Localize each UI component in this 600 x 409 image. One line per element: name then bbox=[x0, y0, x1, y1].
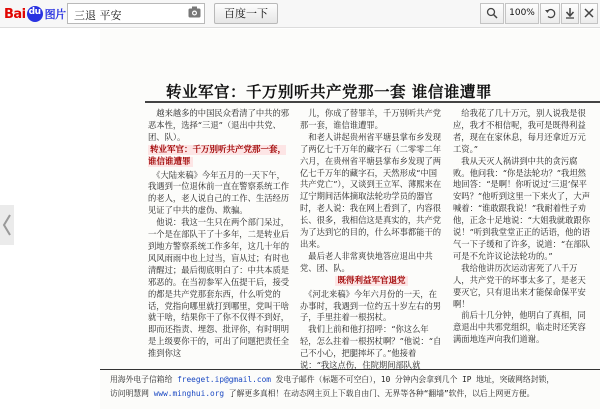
zoom-out-button[interactable] bbox=[480, 3, 504, 24]
footer-url: www.minghui.org bbox=[153, 389, 225, 398]
viewer-toolbar bbox=[0, 0, 600, 28]
article-paragraph: 前后十几分钟，他明白了真相，同意退出中共邪党组织，临走时还笑容满面地连声向我们道谢。 bbox=[453, 310, 586, 345]
search-input[interactable]: 三退 平安 bbox=[67, 3, 205, 24]
chevron-left-icon bbox=[2, 214, 12, 236]
article-paragraph: 最后老人非常爽快地答应退出中共党、团、队。 bbox=[300, 250, 433, 273]
close-button[interactable] bbox=[580, 3, 598, 24]
previous-image-arrow[interactable] bbox=[0, 205, 14, 245]
footer-line-2: 访问明慧网 www.minghui.org 了解更多真相！在动态网主页上下载自由门、无界等各种“翻墙”软件，以后上网更方便。 bbox=[110, 389, 535, 398]
subheading-text: 转业军官：千万别听共产党那一套，谁信谁遭罪 bbox=[148, 144, 287, 167]
download-icon bbox=[565, 7, 575, 19]
rotate-left-icon bbox=[544, 7, 556, 19]
baidu-image-logo[interactable]: Bai du 图片 bbox=[4, 4, 66, 24]
zoom-level[interactable]: 100% bbox=[505, 3, 539, 24]
camera-icon[interactable] bbox=[188, 6, 201, 18]
magnifier-icon bbox=[486, 7, 498, 19]
article-paragraph: 和老人讲起贵州省平塘县掌布乡发现了两亿七千万年的藏字石（二零零二年六月，在贵州省平塘县掌布乡发现了两亿七千万年的藏字石，天然形成“中国共产党亡”），又谈到王立军、薄熙来在辽宁期间活体摘取法轮功学员的器官时，老人说：我在网上看到了，内容很长、很多，我相信这是真实的，共产党为了达到它的目的，什么坏事都能干的出来。 bbox=[300, 131, 442, 249]
headline-divider bbox=[145, 101, 600, 103]
document-footer bbox=[100, 369, 600, 409]
article-column-1 bbox=[148, 108, 290, 360]
search-button[interactable]: 百度一下 bbox=[214, 3, 278, 24]
article-paragraph: 给我花了几十万元，别人说我是很应，我才不相信呢，我可是既得利益者，现在在家休息，每月还拿近万元工资。” bbox=[453, 108, 586, 154]
article-column-3 bbox=[453, 108, 593, 346]
article-subheading bbox=[300, 276, 443, 288]
footer-line-1: 用海外电子信箱给 freeget.ip@gmail.com 发电子邮件（标题不可空白），10 分钟内会拿到几个 IP 地址，突破网络封锁， bbox=[110, 375, 555, 384]
article-subheading bbox=[148, 145, 290, 169]
article-paragraph: 我们上前和他打招呼：“你这么年轻，怎么拄着一根拐杖啊？”他说：“自己不小心，把腿摔坏了。”他接着说：“我这点伤，住院期间部队就 bbox=[300, 324, 442, 371]
article-paragraph: 《大陆来稿》今年五月的一天下午，我遇到一位退休前一直在警察系统工作的老人，老人说自己的工作、生活经历见证了中共的虚伪、欺骗。 bbox=[148, 169, 290, 216]
article-paragraph: 我给他讲历次运动害死了八千万人，共产党干的坏事太多了，是老天要灭它，只有退出来才能保命保平安啊！ bbox=[453, 262, 586, 309]
article-headline: 转业军官：千万别听共产党那一套 谁信谁遭罪 bbox=[166, 83, 492, 101]
download-button[interactable] bbox=[561, 3, 579, 24]
article-column-2 bbox=[300, 108, 443, 372]
article-paragraph: 我从天灭人祸讲到中共的贪污腐败。他问我：“你是法轮功？”我坦然地回答：“是啊！你听说过‘三退’保平安吗？”他听到这里一下来火了，大声喊着：“谁敢跟我说！”我耐着性子劝他，正念十足地说：“大姐我就敢跟你说！”听到我堂堂正正的话语，他的语气一下子缓和了许多，说道：“在部队可是不允许议论法轮功的。” bbox=[453, 155, 590, 261]
footer-email: freeget.ip@gmail.com bbox=[177, 375, 271, 384]
close-icon bbox=[584, 8, 594, 18]
subheading-text: 既得利益军官退党 bbox=[337, 275, 406, 286]
article-paragraph: 《河北来稿》今年六月份的一天，在办事时，我遇到一位约五十岁左右的男子，手里拄着一根拐杖。 bbox=[300, 288, 442, 323]
article-paragraph: 儿，你成了替罪羊，千万别听共产党那一套，谁信谁遭罪。 bbox=[300, 108, 442, 130]
rotate-left-button[interactable] bbox=[540, 3, 560, 24]
baidu-paw-icon bbox=[27, 6, 43, 22]
article-paragraph: 越来越多的中国民众看清了中共的邪恶本性，选择“三退”（退出中共党、团、队）。 bbox=[148, 108, 290, 142]
article-paragraph: 他说：我这一生只在两个部门呆过，一个是在部队干了十多年，二是转业后到地方警察系统工作多年，这几十年的风风雨雨中也上过当，盲从过；有时也清醒过；最后彻底明白了：中共本质是邪恶的。在当初参军入伍提干后，接受的都是共产党那套东西，什么听党的话，党指向哪里就打到哪里，党叫干啥就干啥，结果你干了你不仅得不到好，即而还指责、埋怨、批评你，有时明明是上级要你干的，可出了问题把责任全推到你这 bbox=[148, 217, 290, 359]
